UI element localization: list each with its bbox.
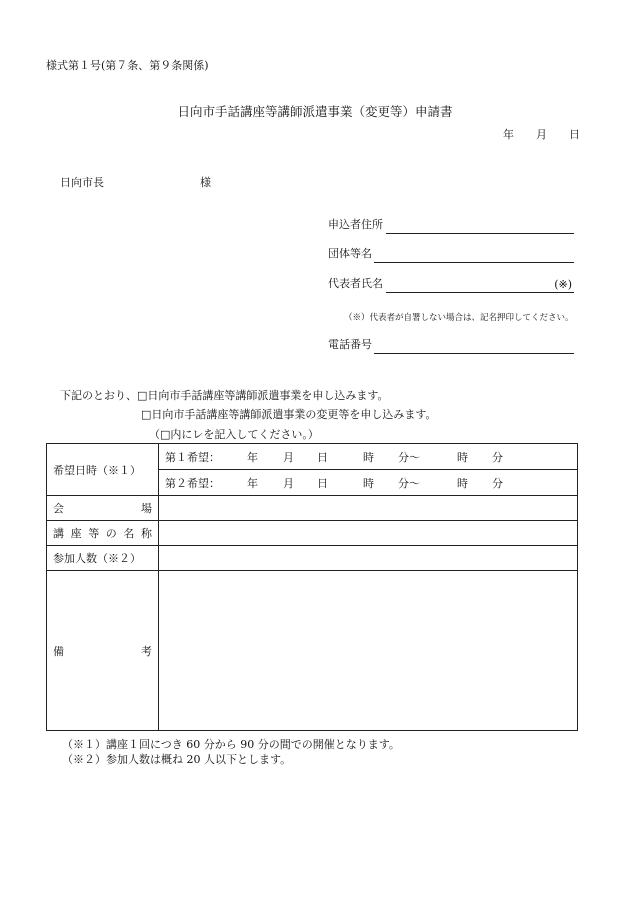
addressee bbox=[60, 174, 211, 190]
choice-1-month: 月 bbox=[283, 450, 294, 464]
course-label-2: 座 bbox=[70, 527, 82, 540]
intro-line-3: （□内にレを記入してください。） bbox=[149, 428, 319, 441]
choice-2-hour-end: 時 bbox=[457, 476, 468, 490]
venue-label-1: 会 bbox=[53, 502, 64, 515]
representative-mark: (※) bbox=[554, 278, 572, 291]
choice-1-cell[interactable] bbox=[159, 444, 578, 470]
course-label-5: 名 bbox=[123, 527, 135, 540]
choice-2-hour: 時 bbox=[363, 476, 374, 490]
date-line bbox=[503, 126, 580, 142]
choice-2-month: 月 bbox=[283, 476, 294, 490]
participants-value[interactable] bbox=[159, 546, 578, 571]
representative-note: （※）代表者が自署しない場合は、記名押印してください。 bbox=[344, 313, 574, 323]
addressee-name: 日向市長 bbox=[60, 176, 104, 189]
choice-2-day: 日 bbox=[317, 476, 328, 490]
remarks-label-1: 備 bbox=[53, 644, 64, 658]
date-month: 月 bbox=[536, 128, 547, 141]
applicant-address-line[interactable] bbox=[386, 233, 574, 234]
choice-1-hour: 時 bbox=[363, 450, 374, 464]
addressee-honorific: 様 bbox=[200, 176, 211, 189]
venue-label-2: 場 bbox=[141, 502, 152, 515]
choice-2-label: 第２希望： bbox=[165, 476, 220, 490]
choice-2-minute-from: 分～ bbox=[398, 476, 420, 490]
choice-1-day: 日 bbox=[317, 450, 328, 464]
phone-label: 電話番号 bbox=[328, 338, 372, 351]
choice-2-minute-end: 分 bbox=[492, 476, 503, 490]
choice-2-year: 年 bbox=[247, 476, 258, 490]
choice-1-year: 年 bbox=[247, 450, 258, 464]
remarks-label-2: 考 bbox=[141, 644, 152, 658]
choice-1-label: 第１希望： bbox=[165, 450, 220, 464]
desired-datetime-label: 希望日時（※１） bbox=[47, 444, 159, 496]
choice-2-cell[interactable] bbox=[159, 470, 578, 496]
applicant-address-label: 申込者住所 bbox=[328, 218, 383, 231]
participants-label: 参加人数（※２） bbox=[47, 546, 159, 571]
representative-line[interactable] bbox=[386, 292, 574, 293]
choice-1-minute-end: 分 bbox=[492, 450, 503, 464]
representative-label: 代表者氏名 bbox=[328, 277, 383, 290]
date-day: 日 bbox=[569, 128, 580, 141]
course-label-6: 称 bbox=[140, 527, 152, 540]
venue-label bbox=[47, 496, 159, 521]
applicant-address-field[interactable] bbox=[328, 218, 574, 234]
venue-value[interactable] bbox=[159, 496, 578, 521]
group-name-line[interactable] bbox=[374, 262, 574, 263]
course-label-3: 等 bbox=[88, 527, 100, 540]
intro-line-1: 下記のとおり、□日向市手話講座等講師派遣事業を申し込みます。 bbox=[60, 389, 389, 402]
form-number: 様式第１号(第７条、第９条関係) bbox=[46, 59, 209, 72]
representative-field[interactable] bbox=[328, 277, 574, 293]
remarks-value[interactable] bbox=[159, 571, 578, 731]
remarks-label bbox=[47, 571, 159, 731]
phone-field[interactable] bbox=[328, 338, 574, 354]
date-year: 年 bbox=[503, 128, 514, 141]
course-name-value[interactable] bbox=[159, 521, 578, 546]
application-table bbox=[46, 443, 578, 731]
phone-line[interactable] bbox=[374, 353, 574, 354]
footnote-1: （※１）講座１回につき 60 分から 90 分の間での開催となります。 bbox=[62, 738, 400, 751]
document-title: 日向市手話講座等講師派遣事業（変更等）申請書 bbox=[177, 104, 453, 119]
course-name-label bbox=[47, 521, 159, 546]
course-label-4: の bbox=[105, 527, 117, 540]
group-name-label: 団体等名 bbox=[328, 247, 372, 260]
group-name-field[interactable] bbox=[328, 247, 574, 263]
intro-line-2: □日向市手話講座等講師派遣事業の変更等を申し込みます。 bbox=[141, 408, 437, 421]
course-label-1: 講 bbox=[53, 527, 64, 540]
choice-1-minute-from: 分～ bbox=[398, 450, 420, 464]
choice-1-hour-end: 時 bbox=[457, 450, 468, 464]
footnote-2: （※２）参加人数は概ね 20 人以下とします。 bbox=[62, 753, 292, 766]
